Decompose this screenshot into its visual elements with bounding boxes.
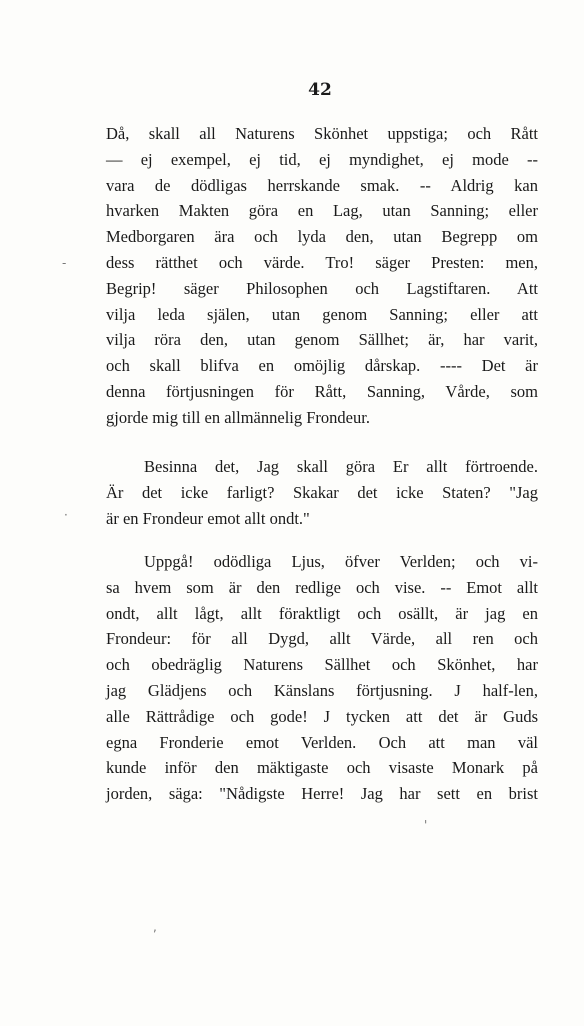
text-line: Uppgå! odödliga Ljus, öfver Verlden; och vi- bbox=[144, 552, 538, 571]
margin-speck: · bbox=[64, 508, 68, 522]
text-line: Besinna det, Jag skall göra Er allt förtroende. bbox=[144, 457, 538, 476]
text-line: — ej exempel, ej tid, ej myndighet, ej mode -- bbox=[106, 149, 538, 169]
page-number: 42 bbox=[308, 80, 332, 100]
margin-speck: ' bbox=[424, 818, 428, 832]
text-line: vilja leda själen, utan genom Sanning; eller att bbox=[106, 304, 538, 324]
paragraph-3 bbox=[106, 549, 538, 807]
text-line: jorden, säga: "Nådigste Herre! Jag har sett en brist bbox=[106, 784, 538, 804]
text-line: jag Glädjens och Känslans förtjusning. J half-len, bbox=[106, 680, 538, 700]
text-line: och skall blifva en omöjlig dårskap. ---- Det är bbox=[106, 356, 538, 376]
text-line: vilja röra den, utan genom Sällhet; är, har varit, bbox=[106, 330, 538, 350]
text-line: dess rätthet och värde. Tro! säger Presten: men, bbox=[106, 252, 538, 272]
text-line: Begrip! säger Philosophen och Lagstiftaren. Att bbox=[106, 278, 538, 298]
text-line: egna Fronderie emot Verlden. Och att man väl bbox=[106, 732, 538, 752]
text-line: Då, skall all Naturens Skönhet uppstiga; och Rått bbox=[106, 124, 538, 143]
paragraph-1 bbox=[106, 121, 538, 431]
text-line: hvarken Makten göra en Lag, utan Sanning; eller bbox=[106, 201, 538, 221]
text-line: vara de dödligas herrskande smak. -- Aldrig kan bbox=[106, 175, 538, 195]
text-line: och obedräglig Naturens Sällhet och Skönhet, har bbox=[106, 655, 538, 675]
text-line: denna förtjusningen för Rått, Sanning, Vårde, som bbox=[106, 381, 538, 401]
text-line: Medborgaren ära och lyda den, utan Begrepp om bbox=[106, 227, 538, 247]
text-line: alle Rättrådige och gode! J tycken att det är Guds bbox=[106, 706, 538, 726]
text-line: är en Frondeur emot allt ondt." bbox=[106, 508, 310, 528]
text-line: Frondeur: för all Dygd, allt Värde, all ren och bbox=[106, 629, 538, 649]
text-line: kunde inför den mäktigaste och visaste Monark på bbox=[106, 758, 538, 778]
text-line: sa hvem som är den redlige och vise. -- Emot allt bbox=[106, 577, 538, 597]
paragraph-2 bbox=[106, 454, 538, 531]
margin-speck: , bbox=[153, 920, 157, 934]
margin-speck: - bbox=[62, 256, 67, 270]
text-line: gjorde mig till en allmännelig Frondeur. bbox=[106, 407, 370, 427]
text-line: Är det icke farligt? Skakar det icke Staten? "Jag bbox=[106, 482, 538, 502]
text-line: ondt, allt lågt, allt föraktligt och osällt, är jag en bbox=[106, 603, 538, 623]
